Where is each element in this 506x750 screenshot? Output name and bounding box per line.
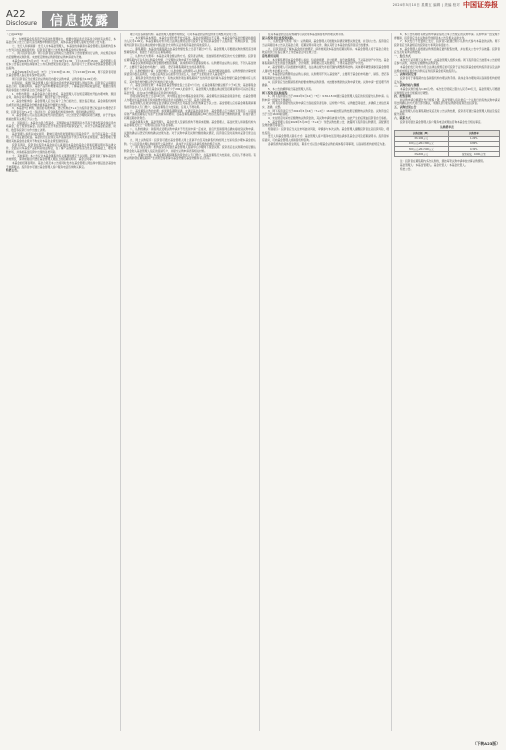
fee-table-cell: 100万元≤M<300万元 (395, 141, 449, 146)
article-paragraph: 五、募集资金利息的处理方式：有效认购款项在募集期间产生的利息将折算为基金份额归基金份额持有人所有，其中利息转份额以登记机构的记录为准。 (124, 76, 256, 84)
column-3-body (262, 33, 389, 146)
article-paragraph: 4、基金管理人可以在法律法规允许的范围内，对上述登记办理时间进行调整，并于开始实施前按照有关规定予以公告。 (6, 114, 116, 122)
article-paragraph: 3、本基金的认购费用由认购人承担，认购费用不列入基金财产，主要用于基金的市场推广、销售、登记等募集期间发生的各项费用。 (262, 73, 389, 80)
article-paragraph: 三、认购价格与规模 (394, 83, 420, 88)
column-4-tail (394, 160, 500, 171)
article-paragraph: 7、本次发行不设置网上发行，投资者只能通过网下认购方式参与本基金的认购。网下投资者应当具备相应的投资能力和风险承受能力。 (394, 40, 500, 47)
article-paragraph: 二、认购时间安排 (394, 72, 417, 77)
column-1 (6, 33, 116, 731)
column-2-body (124, 33, 256, 161)
page-header (0, 10, 506, 30)
fee-table-caption: 认购费率表 (440, 125, 454, 130)
fee-table-cell: 300万元≤M<500万元 (395, 146, 449, 151)
fee-table-cell: M<100万元 (395, 136, 449, 141)
article-paragraph: 六、联系方式 (394, 116, 411, 121)
article-paragraph: 1、本次募集费用由基金管理人承担，包括律师费、会计师费、信息披露费等，不从基金财产中列支。基金募集期间所发生的信息披露费、会计师费、律师费以及其他费用，不得从基金财产中列支。 (262, 58, 389, 66)
article-paragraph: 5、本公告的解释权归基金管理人所有。 (268, 87, 314, 91)
article-paragraph: 八、认购安排与费用（续）：认购期间，基金管理人可根据实际情况调整认购安排，并及时公告。投资者应当认真阅读本公告以及基金合同、招募说明书等文件，确认其符合本基金的投资者适当性要求。 (262, 40, 389, 47)
fee-table-cell: 0.30% (448, 146, 499, 151)
fee-table-cell: 0.80% (448, 141, 499, 146)
article-paragraph: 七、基金募集失败的处理：如果募集期限届满，未满足基金备案条件，基金管理人应当承担下列责任：以其固有财产承担因募集行为而产生的债务和费用；在基金募集期限届满后30日内返还投资者已缴纳的款项，并加计银行同期活期存款利息。 (124, 109, 256, 121)
fee-table-header: 认购费率 (448, 131, 499, 136)
fee-table-cell: 按笔收取，1000元/笔 (448, 152, 499, 157)
fee-table-row (395, 152, 500, 157)
article-paragraph: 如有疑问，请拨打基金管理人客户服务电话或登录基金管理人网站咨询。投资者应认真阅读基金合同、招募说明书、基金产品资料概要等法律文件，了解基金的风险收益特征，根据自身的风险承受能力选择适合自己的基金产品。 (6, 81, 116, 92)
article-paragraph: 2、网下投资者提交的认购申请应当包括投资者名称、证券账户号码、认购数量等信息，并确保上述信息真实、准确、完整。 (262, 102, 389, 110)
article-paragraph: 5、基金管理人将在2024年5月20日（T+4日）刊登认购结果公告，披露网下投资者认购情况、获配情况及缴款情况等信息。 (262, 120, 389, 128)
article-paragraph: 如基金募集失败，基金管理人、基金托管人及销售机构不得请求报酬。基金管理人、基金托管人和销售机构为基金募集支付之一切费用应由各方各自承担。 (124, 120, 256, 128)
article-paragraph: 三、认购方式与费率：本基金采用金额认购方式。投资者认购时，需按销售机构规定的方式全额缴款。投资者在募集期内可以多次认购基金份额，已受理的认购申请不允许撤销。 (124, 54, 256, 62)
newspaper-brand: 中国证券报 (463, 0, 498, 9)
section-english: Disclosure (6, 20, 38, 27)
article-paragraph: 1、网下投资者应当于2024年5月14日（T日）9:30-15:00通过基金管理人指定的系统提交认购申请。认购申请一经提交不得撤回。 (262, 95, 389, 102)
article-paragraph: 六、基金合同的生效：本基金自基金份额发售之日起3个月内，在基金募集份额总额不少于2亿份，基金募集金额不少于2亿元人民币且基金认购人数不少于200人的条件下，基金管理人依据法律法规及招募说明书可以决定停止基金发售，并在10日内聘请法定验资机构验资。 (124, 84, 256, 95)
article-paragraph: 特别提示：投资者应当关注市场波动风险，审慎参与本次认购。基金管理人提醒投资者注意投资风险，理性投资。 (262, 128, 389, 135)
article-paragraph: 本次发行采用网下认购方式，由基金管理人组织实施。网下投资者应当按照本公告的规定参与认购，并按时足额缴纳认购资金。 (394, 58, 500, 66)
article-paragraph: 6、本公告所称的有效认购申请是指符合本公告规定的认购申请。认购申请一经受理不得撤销，投资者应当在认购前仔细阅读本公告及相关法律文件。 (394, 33, 500, 40)
column-divider (120, 33, 121, 731)
article-paragraph: 理公司及各销售机构。基金管理人根据市场情况，可对本基金的认购安排进行调整并及时公告。 (130, 33, 239, 36)
article-paragraph: 四、认购份额的计算：认购份额=（认购金额-认购费用+认购利息）/基金份额初始面值。认购份额的计算结果保留到小数点后两位，小数点后两位以后的部分四舍五入，由此产生的误差计入基金财产。 (124, 69, 256, 77)
article-paragraph: 投资有风险，投资者在投资本基金前应认真阅读本基金的基金合同和招募说明书等法律文件，全面认识本基金产品的风险收益特征，在了解产品情况及销售适当性意见的基础上，理性判断市场，并承担基金投资中出现的各类风险。 (6, 143, 116, 155)
fee-table-cell: 1.20% (448, 136, 499, 141)
column-4-body (394, 33, 500, 124)
article-paragraph: 2、基金份额净值：基金管理人应当在每个工作日的次日，通过指定网站、基金销售机构网站或营业网点披露基金份额净值和基金份额累计净值。 (6, 99, 116, 107)
column-divider (259, 33, 260, 731)
fee-table-header: 认购金额（M） (395, 131, 449, 136)
article-paragraph: 九、投资者如需了解本基金的详细情况，请详细阅读本基金的招募说明书。本基金管理人将于基金合同生效后的次日在指定媒介上刊登基金合同生效公告。 (262, 47, 389, 55)
article-paragraph: 一、发行方式 (394, 53, 411, 58)
article-paragraph: 基金管理人：本基金管理人。基金托管人：本基金托管人。 (400, 164, 468, 167)
article-paragraph: 注：投资者在募集期内多次认购的，须按每笔认购申请单独计算认购费用。 (400, 160, 486, 164)
fee-table-body (395, 136, 500, 157)
header-rule (6, 30, 500, 31)
article-paragraph: 自收到验资报告之日起10日内，向中国证监会办理基金备案手续。基金募集达到基金备案条件的，自基金管理人办理完毕基金备案手续并取得中国证监会书面确认之日起，基金合同生效。 (124, 95, 256, 102)
article-paragraph: 发行人和基金管理人联系方式：基金管理人客户服务电话及网站请参见基金合同及招募说明书。投资者如有疑问，可向基金管理人或销售机构咨询。 (262, 135, 389, 143)
article-paragraph: 八、网下投资者认购：网下投资者在认购时应当按照本公告的要求进行认购，并在规定时间内足额缴纳认购款项。未按规定缴纳认购款项的认购申请视为无效。 (6, 52, 116, 59)
article-paragraph: 1、申购与赎回：本基金基金合同生效后，基金管理人可在规定期限内开始办理申购、赎回业务，具体业务办理时间在申购、赎回开始公告中规定。 (6, 92, 116, 100)
page-number: A22 (6, 9, 26, 20)
fee-table-cell: M≥500万元 (395, 152, 449, 157)
article-paragraph: 二、募集期限：本基金的募集期为自基金份额发售之日起不超过3个月。基金管理人可根据认购的情况适当调整募集时间，但最长不超过法定募集期限。 (124, 47, 256, 55)
article-paragraph: 特此公告。 (400, 167, 413, 171)
fee-table (394, 126, 500, 157)
article-paragraph: 十一、清算与交割：本基金募集期间募集的资金存入专门账户，在基金募集行为结束前，任何人不得动用。有效认购款项在募集期间产生的利息将折算为基金份额归基金份额持有人所有。 (124, 153, 256, 161)
article-paragraph: 基金管理人将在募集期结束后及时公告认购结果，投资者可通过基金管理人网站及指定媒介查询。 (394, 109, 500, 117)
article-paragraph: 4、投资者应当按照销售机构的要求缴纳认购款项。未按要求缴款的认购申请无效。认购申请一经受理不得撤销。 (262, 80, 389, 88)
article-paragraph: 七、发行人和承销商：发行人为本基金管理人，本基金的承销商为基金管理人直销机构及本公告列示的其他销售机构，投资者可通过上述机构办理基金的认购申请。 (6, 45, 116, 52)
article-paragraph: 2、基金管理人可以根据市场情况，在法律法规允许的范围内调整费率结构。具体费率调整请参见基金管理人届时发布的相关公告。 (262, 65, 389, 73)
article-paragraph: 本基金的招募说明书、基金合同及本公告将同时发布在基金管理人网站和中国证监会基金电子披露网站。投资者亦可通过基金管理人客户服务电话咨询购买事宜。 (6, 162, 116, 169)
article-paragraph: 特此公告。 (6, 168, 20, 173)
article-paragraph: 本基金2024年5月14日（T日）上午9:30至11:30、下午13:00至15:00，网下投资者可通过基金管理人指定的系统申报认购。 (6, 70, 116, 78)
article-paragraph: 五、认购结果公告 (394, 105, 417, 110)
article-paragraph: 本基金2024年5月13日（T-1日）上午9:30至11:30、下午13:00至15:00，基金管理人将在本公告指定的网站和媒体上公布认购结果及相关信息。投资者可于上述时间登录基金管理人网站查询。 (6, 59, 116, 70)
column-4 (394, 33, 500, 731)
article-paragraph: 本基金认购费率随认购金额的增加而递减，具体费率详见招募说明书。认购费用由认购人承担，不列入基金财产，主要用于基金的市场推广、销售、登记等募集期间发生的各项费用。 (124, 62, 256, 69)
article-paragraph: 提示投资者注意投资风险。 (262, 35, 296, 40)
column-2 (124, 33, 256, 731)
continuation-note: （上接A21版） (6, 33, 25, 36)
date-meta: 2024年5月10日 星期五 编辑 | 美编 校对 (392, 3, 460, 7)
article-paragraph: 在其本基金的合法有效期内可以使用本基金销售机构办理认购手续。 (268, 33, 346, 36)
article-paragraph: 3、本基金T日申购、赎回的有效申请，登记机构在T+1日为投资者登记权益并办理登记手续，投资者可在T+2日（包括该日）后到销售机构查询申购、赎回的确认情况。 (6, 107, 116, 114)
article-paragraph: 基金管理人在收到中国证监会确认文件的次日对基金合同生效事宜予以公告。基金管理人应将基金募集期间募集的资金存入专门账户，在基金募集行为结束前，任何人不得动用。 (124, 102, 256, 110)
article-paragraph: 一、本次募集基本情况：本基金为契约型开放式基金，基金存续期限为不定期。本基金每份基金份额初始面值为人民币1.00元。本基金募集对象为符合法律法规规定的可投资于证券投资基金的个人投资者、机构投资者、合格境外投资者以及法律法规或中国证监会允许购买证券投资基金的其他投资人。 (124, 36, 256, 47)
continued-note: （下转A23版） (472, 741, 500, 746)
article-paragraph: 3、网下投资者应当于2024年5月16日（T+2日）16:00前按照认购结果足额缴纳认购资金。认购资金应当于当日16:00前到账。 (262, 109, 389, 117)
article-paragraph: 基金管理人承诺以诚实信用、勤勉尽责的原则管理和运用基金资产，但不保证基金一定盈利，也不保证最低收益。基金的过往业绩及其净值高低并不预示其未来业绩表现，基金管理人管理的其他基金的业绩并不构成对本基金业绩表现的保证。 (6, 132, 116, 144)
article-paragraph: 网下投资者认购流程： (262, 90, 290, 95)
column-divider (391, 33, 392, 731)
article-paragraph: 网下投资者应当在规定的认购时段内提交认购申请，认购价格为1.00元/份。 (12, 77, 100, 81)
article-paragraph: 4、未在规定时间内足额缴纳认购资金的，其认购申请将被视为无效，由此产生的后果由投资者自行承担。 (268, 117, 389, 121)
section-title: 信息披露 (42, 11, 118, 28)
article-paragraph: 本基金认购价格为1.00元/份。本次发行规模上限为人民币10亿元，基金管理人可根据认购情况对发行规模进行调整。 (394, 87, 500, 95)
article-paragraph: 九、网上认购程序：投资者可通过基金管理人网上直销平台及其他销售机构的网上交易系统办理本基金的认购。个人投资者办理认购前须开立基金账户，具体开户流程以各销售机构的规定为准。 (124, 139, 256, 146)
article-paragraph: 募集费用说明 (262, 53, 279, 58)
article-paragraph: 度”，为增强基金所投资产的流动性管理能力，根据中国证监会及基金合同的有关规定，本基金自本公告之日起可适当调整申购赎回安排，具体以基金管理人届时发布的公告为准。 (6, 37, 116, 45)
article-paragraph: 如认购申请总额超过发行规模上限，基金管理人将对最后一个认购日的有效认购申请采用比例确认的方式进行部分确认，未确认部分的认购款项将退还给投资者。 (394, 98, 500, 106)
article-paragraph: 本基金的发行对象为符合法律法规规定的可投资于证券投资基金的机构投资者以及法律法规或中国证监会允许购买证券投资基金的其他投资人。 (394, 65, 500, 73)
article-paragraph: 四、配售原则 (394, 94, 411, 99)
article-paragraph: 各销售机构的具体营业网点、联系方式以及办理基金认购的具体程序等事项，以各销售机构的规定为准。 (268, 142, 388, 146)
article-paragraph: 8、基金管理人将根据认购情况确定最终配售结果，并在相关公告中予以披露。投资者应当及时查询认购结果。 (394, 47, 500, 55)
column-3 (262, 33, 389, 731)
article-paragraph: 投资者可通过基金管理人客户服务电话或网站咨询本基金发行相关事宜。 (400, 120, 483, 124)
top-meta-bar (0, 0, 506, 10)
article-paragraph: 九、风险提示：本基金为混合型基金，其预期收益及预期风险水平高于债券型基金和货币市场基金，低于股票型基金。投资者应充分考虑自身的风险承受能力，并对于认购基金的意愿、时机、数量等投资行为作出独立决策。 (6, 121, 116, 133)
column-1-body (6, 38, 116, 173)
article-paragraph: 十、网下现金认购：机构投资者可通过基金管理人直销中心办理网下现金认购。投资者应在认购期内将足额认购资金划入基金管理人指定的直销专户，并提交认购申请表等相关材料。 (124, 146, 256, 153)
article-paragraph: 八、认购的确认：销售网点受理认购申请并不代表该申请一定成功，而仅代表销售网点确实接收到认购申请。认购的确认以登记机构的确认结果为准。对于认购申请及认购份额的确认情况，投资者应及时查询并妥善行使合法权利。 (124, 128, 256, 139)
article-paragraph: 十、其他事项：本公告仅对本基金募集的有关事项和规定予以说明。投资者欲了解本基金的详细情况，请详细阅读刊登在基金管理人网站上的招募说明书、基金合同等。 (6, 154, 116, 162)
article-paragraph: 投资者可于募集期内在各销售机构办理认购手续。具体业务办理时间以各销售机构的规定为准。 (394, 76, 500, 84)
